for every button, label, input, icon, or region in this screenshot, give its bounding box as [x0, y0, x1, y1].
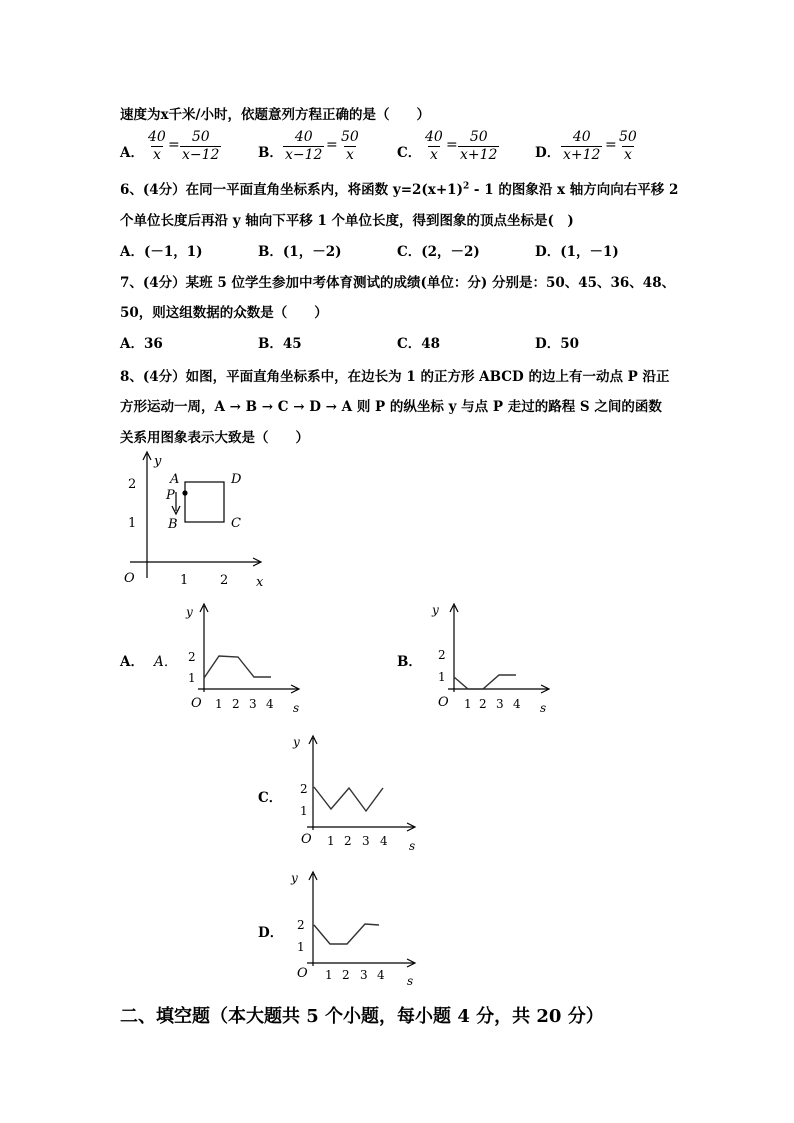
fraction-denominator: x+12 — [563, 147, 601, 163]
graph-tick-y2: 2 — [438, 648, 446, 662]
q8-option-d-graph[interactable] — [287, 868, 422, 990]
equals-sign: = — [446, 137, 458, 153]
q5-option-d-rhs — [617, 129, 639, 164]
q6-option-c[interactable]: C．(2，－2) — [397, 244, 480, 260]
graph-origin: O — [301, 832, 312, 847]
graph-tick-y1: 1 — [438, 670, 446, 684]
q6-option-a[interactable]: A．(－1，1) — [120, 244, 203, 260]
fraction-denominator: x — [345, 147, 354, 163]
vertex-d: D — [231, 472, 242, 487]
fraction-denominator: x — [623, 147, 632, 163]
graph-tick-y2: 2 — [188, 650, 196, 664]
graph-tick-x1: 1 — [215, 697, 223, 711]
graph-line — [454, 675, 516, 689]
equals-sign: = — [605, 137, 617, 153]
graph-tick-x1: 1 — [464, 697, 472, 711]
graph-line — [314, 924, 379, 944]
q7-option-a[interactable]: A．36 — [120, 336, 163, 352]
graph-y-label: y — [293, 735, 300, 749]
graph-origin: O — [191, 696, 202, 711]
q8-option-c-label[interactable]: C． — [258, 790, 283, 806]
fraction-numerator: 40 — [148, 129, 166, 145]
q7-stem-line2: 50，则这组数据的众数是（ ） — [120, 305, 328, 321]
fraction-numerator: 50 — [191, 129, 210, 145]
q6-exponent: 2 — [462, 181, 470, 192]
graph-tick-x1: 1 — [327, 834, 335, 848]
q7-option-d[interactable]: D．50 — [535, 336, 579, 352]
q7-stem-line1: 7、(4分）某班 5 位学生参加中考体育测试的成绩(单位：分) 分别是：50、45、36、48、 — [120, 275, 676, 291]
q5-option-c-rhs — [458, 129, 499, 164]
q5-option-d-lhs — [561, 129, 602, 164]
fraction-numerator: 40 — [572, 129, 591, 145]
fraction-denominator: x — [152, 147, 161, 163]
fraction-numerator: 40 — [425, 129, 443, 145]
q8-option-a-graph[interactable] — [178, 600, 308, 718]
fig-label-origin: O — [124, 571, 135, 586]
graph-y-label: y — [432, 603, 439, 617]
graph-line — [204, 656, 271, 678]
vertex-a: A — [170, 472, 180, 487]
graph-tick-x4: 4 — [513, 697, 521, 711]
q8-option-b-graph[interactable] — [428, 600, 558, 718]
graph-tick-x3: 3 — [249, 697, 257, 711]
graph-s-label: s — [407, 974, 414, 988]
q5-option-d-label: D． — [535, 145, 561, 161]
fig-label-y: y — [154, 454, 162, 469]
graph-tick-x4: 4 — [380, 834, 388, 848]
graph-origin: O — [297, 966, 308, 981]
fig-tick-y2: 2 — [128, 477, 137, 492]
vertex-p: P — [166, 488, 175, 503]
graph-line — [314, 787, 383, 811]
equals-sign: = — [326, 137, 338, 153]
fraction-numerator: 50 — [469, 129, 488, 145]
q5-option-a-label: A． — [120, 145, 144, 161]
graph-y-label: y — [186, 605, 193, 619]
fig-tick-x2: 2 — [220, 573, 229, 588]
graph-tick-x2: 2 — [479, 697, 487, 711]
fraction-denominator: x−12 — [182, 147, 220, 163]
vertex-b: B — [168, 517, 178, 532]
graph-tick-y1: 1 — [297, 940, 305, 954]
fraction-numerator: 50 — [619, 129, 637, 145]
fraction-numerator: 40 — [294, 129, 313, 145]
q6-option-b[interactable]: B．(1，－2) — [258, 244, 342, 260]
q8-option-c-graph[interactable] — [287, 732, 422, 854]
graph-tick-x3: 3 — [360, 968, 368, 982]
q6-text: 6、(4分）在同一平面直角坐标系内，将函数 y=2(x+1) — [120, 182, 463, 198]
q5-option-b-lhs — [283, 129, 324, 164]
graph-y-label: y — [291, 871, 298, 885]
graph-tick-x1: 1 — [325, 968, 333, 982]
q5-option-c-label: C． — [397, 145, 422, 161]
q5-stem-tail: 速度为x千米/小时，依题意列方程正确的是（ ） — [120, 107, 430, 123]
q8-stem-line2: 方形运动一周，A → B → C → D → A 则 P 的纵坐标 y 与点 P 走过的路程 S 之间的函数 — [120, 399, 662, 415]
graph-tick-y1: 1 — [188, 671, 196, 685]
fraction-denominator: x — [429, 147, 438, 163]
graph-tick-x2: 2 — [232, 697, 240, 711]
fig-tick-y1: 1 — [128, 516, 137, 531]
fig-label-x: x — [256, 575, 264, 590]
q7-option-c[interactable]: C．48 — [397, 336, 441, 352]
q8-option-d-label[interactable]: D． — [258, 925, 284, 941]
q6-stem-line2: 个单位长度后再沿 y 轴向下平移 1 个单位长度，得到图象的顶点坐标是( ) — [120, 213, 574, 229]
q5-option-c-lhs — [423, 129, 445, 164]
equals-sign: = — [168, 137, 180, 153]
graph-s-label: s — [540, 701, 547, 715]
vertex-c: C — [231, 516, 241, 531]
q6-stem-line1 — [120, 178, 678, 198]
graph-tick-x3: 3 — [362, 834, 370, 848]
q8-stem-line1: 8、(4分）如图，平面直角坐标系中，在边长为 1 的正方形 ABCD 的边上有一动点 P 沿正 — [120, 369, 670, 385]
graph-origin: O — [438, 695, 449, 710]
section-heading: 二、填空题（本大题共 5 个小题，每小题 4 分，共 20 分） — [120, 1006, 604, 1027]
graph-tick-x4: 4 — [266, 697, 274, 711]
fraction-denominator: x+12 — [460, 147, 498, 163]
q5-option-a-rhs — [180, 129, 221, 164]
q8-square-figure — [110, 448, 280, 593]
q8-option-a-label[interactable]: A． — [120, 654, 144, 670]
square-abcd — [185, 482, 224, 522]
q8-option-b-label[interactable]: B． — [397, 654, 422, 670]
fraction-numerator: 50 — [341, 129, 359, 145]
q5-option-a-lhs — [146, 129, 168, 164]
q6-option-d[interactable]: D．(1，－1) — [535, 244, 619, 260]
q5-option-b-rhs — [339, 129, 361, 164]
q8-stem-line3: 关系用图象表示大致是（ ） — [120, 430, 309, 446]
graph-s-label: s — [409, 839, 416, 853]
graph-tick-y1: 1 — [300, 804, 308, 818]
fraction-denominator: x−12 — [285, 147, 323, 163]
graph-tick-y2: 2 — [300, 782, 308, 796]
q6-text: - 1 的图象沿 x 轴方向向右平移 2 — [469, 182, 679, 198]
graph-tick-x3: 3 — [496, 697, 504, 711]
graph-tick-x4: 4 — [377, 968, 385, 982]
graph-tick-x2: 2 — [342, 968, 350, 982]
graph-s-label: s — [293, 701, 300, 715]
point-p — [182, 490, 187, 495]
q8-option-a-italic-label: A． — [154, 654, 178, 670]
fig-tick-x1: 1 — [180, 573, 189, 588]
q5-option-b-label: B． — [258, 145, 283, 161]
graph-tick-x2: 2 — [344, 834, 352, 848]
q7-option-b[interactable]: B．45 — [258, 336, 302, 352]
graph-tick-y2: 2 — [297, 918, 305, 932]
